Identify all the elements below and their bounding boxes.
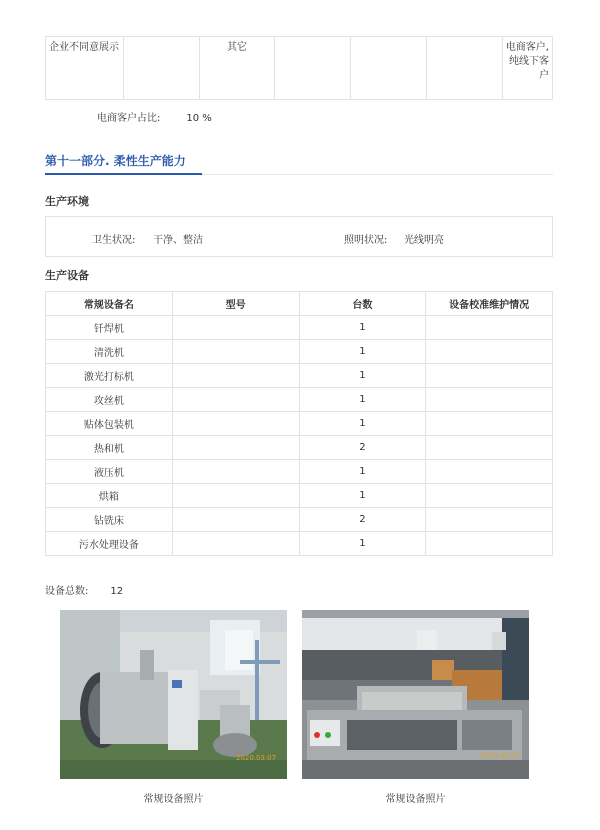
table-row [46,388,553,412]
equipment-count: 1 [299,316,426,340]
table-header-row [46,292,553,316]
equipment-count: 2 [299,508,426,532]
equipment-model [172,532,299,556]
equipment-model [172,340,299,364]
table-row [46,37,553,100]
equipment-count: 2 [299,436,426,460]
total-value: 12 [110,586,124,597]
photo-caption-2: 常规设备照片 [385,794,446,805]
environment-box [45,216,553,257]
table-row [46,340,553,364]
equipment-maintenance [426,460,553,484]
equipment-name: 激光打标机 [46,364,173,388]
equipment-total [45,582,123,597]
photo-date-stamp: 2020.03.07 [236,754,277,762]
equipment-maintenance [426,412,553,436]
equipment-photo-1 [60,610,287,779]
table-cell: 其它 [199,37,275,100]
table-row [46,532,553,556]
equipment-model [172,316,299,340]
photo-caption-1: 常规设备照片 [143,794,204,805]
equipment-table [45,291,553,556]
column-header: 设备校准维护情况 [426,292,553,316]
table-row [46,460,553,484]
table-cell [351,37,427,100]
table-cell: 电商客户,纯线下客户 [502,37,552,100]
photo-date-stamp: 2020.03.07 [480,752,521,760]
equipment-name: 污水处理设备 [46,532,173,556]
table-row [46,436,553,460]
equipment-name: 液压机 [46,460,173,484]
equipment-model [172,364,299,388]
equipment-count: 1 [299,484,426,508]
table-cell: 企业不同意展示 [46,37,124,100]
equipment-count: 1 [299,388,426,412]
equipment-model [172,460,299,484]
equipment-maintenance [426,364,553,388]
customer-type-table [45,36,553,100]
environment-heading: 生产环境 [45,195,89,208]
equipment-photo-2 [302,610,529,779]
ratio-label: 电商客户占比: [97,113,161,124]
table-row [46,316,553,340]
equipment-name: 钎焊机 [46,316,173,340]
lighting-label: 照明状况: [344,235,388,246]
equipment-name: 钻铣床 [46,508,173,532]
equipment-model [172,388,299,412]
total-label: 设备总数: [45,586,89,597]
section-title: 第十一部分. 柔性生产能力 [45,154,186,168]
equipment-maintenance [426,508,553,532]
table-cell [275,37,351,100]
equipment-name: 烘箱 [46,484,173,508]
equipment-maintenance [426,388,553,412]
equipment-model [172,508,299,532]
table-row [46,412,553,436]
equipment-name: 清洗机 [46,340,173,364]
hygiene-label: 卫生状况: [92,235,136,246]
equipment-count: 1 [299,532,426,556]
equipment-count: 1 [299,412,426,436]
column-header: 常规设备名 [46,292,173,316]
equipment-model [172,484,299,508]
hygiene-value: 干净、整洁 [153,235,203,246]
ecommerce-ratio [97,109,212,124]
column-header: 型号 [172,292,299,316]
table-cell [426,37,502,100]
equipment-count: 1 [299,340,426,364]
equipment-count: 1 [299,460,426,484]
lighting-value: 光线明亮 [404,235,444,246]
equipment-name: 贴体包装机 [46,412,173,436]
column-header: 台数 [299,292,426,316]
equipment-name: 热和机 [46,436,173,460]
equipment-model [172,436,299,460]
table-row [46,364,553,388]
equipment-maintenance [426,532,553,556]
equipment-maintenance [426,484,553,508]
equipment-name: 攻丝机 [46,388,173,412]
table-row [46,484,553,508]
section-divider-accent [45,173,202,175]
equipment-maintenance [426,316,553,340]
equipment-heading: 生产设备 [45,269,89,282]
equipment-model [172,412,299,436]
equipment-count: 1 [299,364,426,388]
table-cell [123,37,199,100]
equipment-maintenance [426,340,553,364]
ratio-value: 10 % [186,113,212,124]
equipment-maintenance [426,436,553,460]
table-row [46,508,553,532]
